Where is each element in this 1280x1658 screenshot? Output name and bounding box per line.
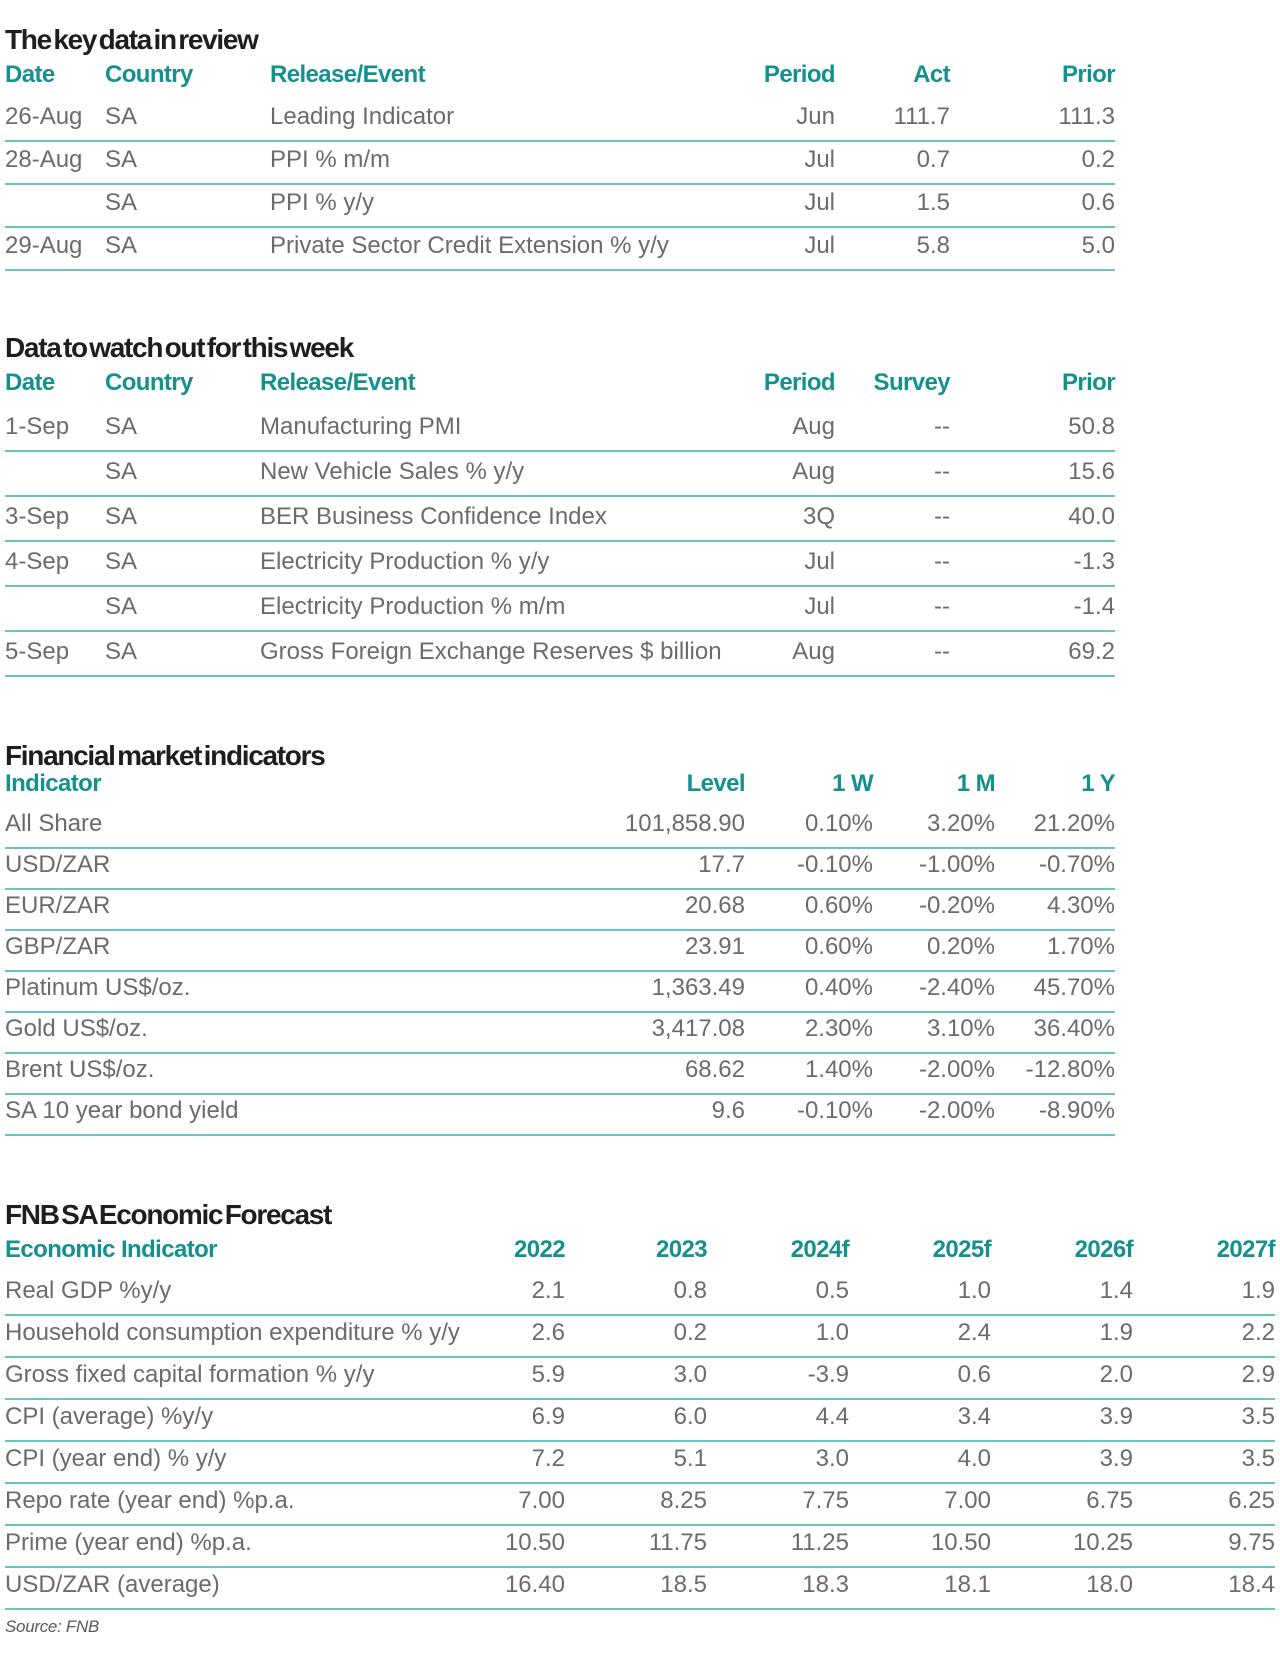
cell: 0.6 bbox=[1081, 189, 1115, 216]
table-row bbox=[5, 1525, 1275, 1567]
cell: 2.6 bbox=[531, 1319, 565, 1346]
column-header: Act bbox=[913, 61, 950, 88]
table-row bbox=[5, 1483, 1275, 1525]
cell: Gold US$/oz. bbox=[5, 1015, 148, 1042]
cell: 5.0 bbox=[1081, 232, 1115, 259]
table-row bbox=[5, 1012, 1115, 1053]
cell: Household consumption expenditure % y/y bbox=[5, 1319, 460, 1346]
column-header: Period bbox=[763, 369, 835, 396]
cell: -- bbox=[934, 593, 950, 620]
cell: 5.8 bbox=[916, 232, 950, 259]
cell: 6.9 bbox=[531, 1403, 565, 1430]
cell: 3.4 bbox=[957, 1403, 991, 1430]
cell: Private Sector Credit Extension % y/y bbox=[270, 232, 669, 259]
cell: 0.20% bbox=[926, 933, 995, 960]
cell: Gross fixed capital formation % y/y bbox=[5, 1361, 375, 1388]
section-key-data-in-review bbox=[5, 26, 1280, 271]
cell: BER Business Confidence Index bbox=[260, 503, 607, 530]
cell: CPI (year end) % y/y bbox=[5, 1445, 227, 1472]
cell: 3.0 bbox=[673, 1361, 707, 1388]
cell: 11.75 bbox=[648, 1529, 707, 1556]
column-header: Prior bbox=[1061, 369, 1115, 396]
column-header: Date bbox=[5, 61, 55, 88]
cell: Repo rate (year end) %p.a. bbox=[5, 1487, 295, 1514]
cell: 15.6 bbox=[1068, 458, 1115, 485]
cell: 17.7 bbox=[698, 851, 745, 878]
cell: Jul bbox=[804, 146, 835, 173]
cell: Manufacturing PMI bbox=[260, 413, 462, 440]
cell: 9.6 bbox=[711, 1097, 745, 1124]
column-header: Country bbox=[105, 369, 193, 396]
section-title-financial-market-indicators: Financial market indicators bbox=[5, 740, 325, 771]
cell: 7.00 bbox=[518, 1487, 565, 1514]
column-header: Level bbox=[686, 770, 745, 797]
cell: 111.7 bbox=[893, 103, 950, 130]
cell: 0.7 bbox=[916, 146, 950, 173]
cell: 0.5 bbox=[815, 1277, 849, 1304]
cell: SA bbox=[105, 189, 138, 216]
cell: SA bbox=[105, 103, 138, 130]
cell: Jun bbox=[796, 103, 835, 130]
cell: SA bbox=[105, 593, 138, 620]
cell: -- bbox=[934, 458, 950, 485]
cell: Prime (year end) %p.a. bbox=[5, 1529, 252, 1556]
cell: 1.0 bbox=[815, 1319, 849, 1346]
table-row bbox=[5, 1441, 1275, 1483]
cell: 28-Aug bbox=[5, 146, 83, 173]
cell: -0.10% bbox=[796, 1097, 873, 1124]
cell: 0.2 bbox=[673, 1319, 707, 1346]
table-row bbox=[5, 496, 1115, 541]
cell: 21.20% bbox=[1033, 810, 1115, 837]
column-header: 2026f bbox=[1074, 1236, 1133, 1263]
cell: 3.9 bbox=[1099, 1445, 1133, 1472]
table-row bbox=[5, 1357, 1275, 1399]
column-header: Prior bbox=[1061, 61, 1115, 88]
cell: Electricity Production % y/y bbox=[260, 548, 550, 575]
cell: SA bbox=[105, 413, 138, 440]
cell: 3.0 bbox=[815, 1445, 849, 1472]
header-row bbox=[5, 54, 1115, 98]
cell: 9.75 bbox=[1228, 1529, 1275, 1556]
cell: -- bbox=[934, 413, 950, 440]
cell: 3.5 bbox=[1241, 1403, 1275, 1430]
cell: -2.00% bbox=[918, 1097, 995, 1124]
cell: PPI % m/m bbox=[270, 146, 391, 173]
table-row bbox=[5, 406, 1115, 451]
cell: 1.0 bbox=[957, 1277, 991, 1304]
cell: 36.40% bbox=[1033, 1015, 1115, 1042]
cell: 0.6 bbox=[957, 1361, 991, 1388]
cell: SA bbox=[105, 232, 138, 259]
cell: 3-Sep bbox=[5, 503, 70, 530]
header-row bbox=[5, 1229, 1275, 1273]
cell: 4.30% bbox=[1046, 892, 1115, 919]
cell: -12.80% bbox=[1025, 1056, 1115, 1083]
cell: 2.30% bbox=[804, 1015, 873, 1042]
cell: 4.0 bbox=[957, 1445, 991, 1472]
table-row bbox=[5, 451, 1115, 496]
cell: 0.60% bbox=[804, 933, 873, 960]
cell: PPI % y/y bbox=[270, 189, 375, 216]
cell: Aug bbox=[792, 638, 835, 665]
cell: -2.40% bbox=[918, 974, 995, 1001]
cell: -0.70% bbox=[1038, 851, 1115, 878]
cell: 1,363.49 bbox=[651, 974, 745, 1001]
cell: 2.1 bbox=[531, 1277, 565, 1304]
cell: 18.5 bbox=[660, 1571, 707, 1598]
cell: Jul bbox=[804, 593, 835, 620]
cell: 2.4 bbox=[957, 1319, 991, 1346]
cell: 101,858.90 bbox=[624, 810, 745, 837]
table-row bbox=[5, 541, 1115, 586]
source-note: Source: FNB bbox=[5, 1617, 100, 1636]
cell: 1.40% bbox=[804, 1056, 873, 1083]
cell bbox=[5, 586, 105, 631]
cell: 1-Sep bbox=[5, 413, 70, 440]
cell: 7.00 bbox=[944, 1487, 991, 1514]
cell: 3.9 bbox=[1099, 1403, 1133, 1430]
table-row bbox=[5, 1094, 1115, 1135]
header-row bbox=[5, 770, 1115, 807]
table-row bbox=[5, 586, 1115, 631]
table-row bbox=[5, 227, 1115, 270]
column-header: Release/Event bbox=[260, 369, 415, 396]
cell: 1.5 bbox=[916, 189, 950, 216]
cell: 18.0 bbox=[1086, 1571, 1133, 1598]
cell: 40.0 bbox=[1068, 503, 1115, 530]
column-header: Period bbox=[763, 61, 835, 88]
table-row bbox=[5, 1053, 1115, 1094]
cell: -- bbox=[934, 548, 950, 575]
cell: 2.2 bbox=[1241, 1319, 1275, 1346]
cell: -8.90% bbox=[1038, 1097, 1115, 1124]
cell: New Vehicle Sales % y/y bbox=[260, 458, 525, 485]
section-fnb-sa-economic-forecast bbox=[5, 1201, 1280, 1610]
cell: -1.00% bbox=[918, 851, 995, 878]
table-row bbox=[5, 848, 1115, 889]
column-header: Economic Indicator bbox=[5, 1236, 217, 1263]
column-header: 2024f bbox=[790, 1236, 849, 1263]
cell: -- bbox=[934, 503, 950, 530]
cell: 0.8 bbox=[673, 1277, 707, 1304]
cell: Aug bbox=[792, 413, 835, 440]
cell: 7.2 bbox=[531, 1445, 565, 1472]
cell: Aug bbox=[792, 458, 835, 485]
cell: SA bbox=[105, 146, 138, 173]
cell: -3.9 bbox=[807, 1361, 849, 1388]
cell: 0.10% bbox=[804, 810, 873, 837]
cell: Leading Indicator bbox=[270, 103, 455, 130]
table-row bbox=[5, 1567, 1275, 1609]
cell: 3.20% bbox=[926, 810, 995, 837]
column-header: 1 W bbox=[832, 770, 873, 797]
table-row bbox=[5, 98, 1115, 141]
table-row bbox=[5, 930, 1115, 971]
cell: 3.10% bbox=[926, 1015, 995, 1042]
cell: 18.1 bbox=[944, 1571, 991, 1598]
cell: 68.62 bbox=[684, 1056, 745, 1083]
cell: -0.10% bbox=[796, 851, 873, 878]
cell: EUR/ZAR bbox=[5, 892, 111, 919]
cell: SA bbox=[105, 548, 138, 575]
column-header: Date bbox=[5, 369, 55, 396]
cell: Electricity Production % m/m bbox=[260, 593, 566, 620]
cell: CPI (average) %y/y bbox=[5, 1403, 214, 1430]
cell: GBP/ZAR bbox=[5, 933, 111, 960]
cell: 10.25 bbox=[1072, 1529, 1133, 1556]
report-sections bbox=[5, 26, 1280, 1610]
table-row bbox=[5, 807, 1115, 848]
cell: USD/ZAR (average) bbox=[5, 1571, 220, 1598]
column-header: 1 M bbox=[956, 770, 995, 797]
cell: 10.50 bbox=[930, 1529, 991, 1556]
table-row bbox=[5, 631, 1115, 676]
column-header: Country bbox=[105, 61, 193, 88]
cell: USD/ZAR bbox=[5, 851, 111, 878]
cell: 4.4 bbox=[815, 1403, 849, 1430]
data-to-watch-table bbox=[5, 362, 1115, 677]
section-data-to-watch bbox=[5, 334, 1280, 677]
cell: -2.00% bbox=[918, 1056, 995, 1083]
cell: 1.4 bbox=[1099, 1277, 1133, 1304]
column-header: 2025f bbox=[932, 1236, 991, 1263]
fnb-sa-economic-forecast-table bbox=[5, 1229, 1275, 1610]
column-header: 2022 bbox=[514, 1236, 565, 1263]
cell bbox=[5, 451, 105, 496]
column-header: 1 Y bbox=[1081, 770, 1115, 797]
table-row bbox=[5, 1399, 1275, 1441]
table-row bbox=[5, 184, 1115, 227]
cell: 1.9 bbox=[1099, 1319, 1133, 1346]
cell: 6.25 bbox=[1228, 1487, 1275, 1514]
cell: 5-Sep bbox=[5, 638, 70, 665]
cell: 3Q bbox=[802, 503, 835, 530]
financial-market-indicators-table bbox=[5, 770, 1115, 1136]
cell bbox=[5, 184, 105, 227]
cell: 111.3 bbox=[1058, 103, 1115, 130]
table-row bbox=[5, 1273, 1275, 1315]
cell: 1.70% bbox=[1046, 933, 1115, 960]
section-financial-market-indicators bbox=[5, 742, 1280, 1136]
cell: 4-Sep bbox=[5, 548, 70, 575]
cell: 6.0 bbox=[673, 1403, 707, 1430]
cell: All Share bbox=[5, 810, 103, 837]
cell: 0.40% bbox=[804, 974, 873, 1001]
cell: SA bbox=[105, 638, 138, 665]
cell: Jul bbox=[804, 548, 835, 575]
cell: 45.70% bbox=[1033, 974, 1115, 1001]
cell: 8.25 bbox=[660, 1487, 707, 1514]
cell: 5.9 bbox=[531, 1361, 565, 1388]
cell: 0.60% bbox=[804, 892, 873, 919]
cell: -1.3 bbox=[1073, 548, 1115, 575]
cell: -0.20% bbox=[918, 892, 995, 919]
cell: SA bbox=[105, 458, 138, 485]
cell: 29-Aug bbox=[5, 232, 83, 259]
cell: 50.8 bbox=[1068, 413, 1115, 440]
section-title-data-to-watch: Data to watch out for this week bbox=[5, 332, 353, 363]
cell: 26-Aug bbox=[5, 103, 83, 130]
cell: Jul bbox=[804, 189, 835, 216]
cell: Platinum US$/oz. bbox=[5, 974, 191, 1001]
cell: 2.0 bbox=[1099, 1361, 1133, 1388]
column-header: Survey bbox=[873, 369, 950, 396]
table-row bbox=[5, 1315, 1275, 1357]
table-row bbox=[5, 971, 1115, 1012]
cell: -- bbox=[934, 638, 950, 665]
column-header: Indicator bbox=[5, 770, 101, 797]
cell: 2.9 bbox=[1241, 1361, 1275, 1388]
cell: Brent US$/oz. bbox=[5, 1056, 155, 1083]
cell: Gross Foreign Exchange Reserves $ billion bbox=[260, 638, 722, 665]
cell: SA bbox=[105, 503, 138, 530]
cell: -1.4 bbox=[1073, 593, 1115, 620]
cell: 7.75 bbox=[802, 1487, 849, 1514]
cell: SA 10 year bond yield bbox=[5, 1097, 239, 1124]
cell: 16.40 bbox=[504, 1571, 565, 1598]
cell: 18.4 bbox=[1228, 1571, 1275, 1598]
cell: 20.68 bbox=[684, 892, 745, 919]
key-data-in-review-table bbox=[5, 54, 1115, 271]
cell: Jul bbox=[804, 232, 835, 259]
cell: 23.91 bbox=[684, 933, 745, 960]
cell: 6.75 bbox=[1086, 1487, 1133, 1514]
cell: 3,417.08 bbox=[651, 1015, 745, 1042]
column-header: 2027f bbox=[1216, 1236, 1275, 1263]
cell: 3.5 bbox=[1241, 1445, 1275, 1472]
cell: 0.2 bbox=[1081, 146, 1115, 173]
cell: 69.2 bbox=[1068, 638, 1115, 665]
header-row bbox=[5, 362, 1115, 406]
table-row bbox=[5, 141, 1115, 184]
section-title-key-data-in-review: The key data in review bbox=[5, 24, 258, 55]
cell: 5.1 bbox=[673, 1445, 707, 1472]
cell: 18.3 bbox=[802, 1571, 849, 1598]
section-title-fnb-sa-economic-forecast: FNB SA Economic Forecast bbox=[5, 1199, 332, 1230]
table-row bbox=[5, 889, 1115, 930]
cell: 1.9 bbox=[1241, 1277, 1275, 1304]
cell: 11.25 bbox=[790, 1529, 849, 1556]
cell: 10.50 bbox=[504, 1529, 565, 1556]
cell: Real GDP %y/y bbox=[5, 1277, 172, 1304]
column-header: 2023 bbox=[656, 1236, 707, 1263]
column-header: Release/Event bbox=[270, 61, 425, 88]
